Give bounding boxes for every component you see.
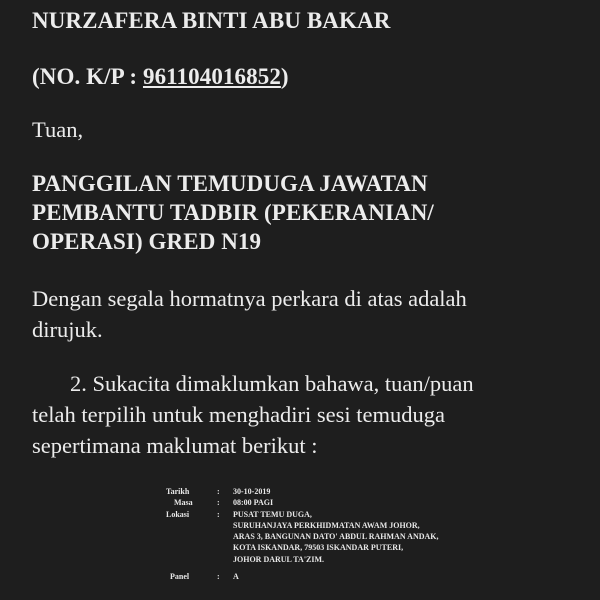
paragraph-2-line-1: 2. Sukacita dimaklumkan bahawa, tuan/puan [70, 371, 474, 396]
panel-value: A [233, 572, 239, 582]
separator: : [217, 572, 220, 582]
location-line: SURUHANJAYA PERKHIDMATAN AWAM JOHOR, [233, 520, 420, 530]
recipient-ic-line [32, 64, 289, 90]
subject-line-3: OPERASI) GRED N19 [32, 229, 262, 254]
time-value: 08:00 PAGI [233, 498, 274, 508]
separator: : [217, 498, 220, 508]
subject-line-2: PEMBANTU TADBIR (PEKERANIAN/ [32, 200, 434, 225]
detail-row-panel [166, 571, 533, 582]
ic-prefix: (NO. K/P : [32, 64, 143, 89]
date-label: Tarikh [166, 487, 190, 496]
location-line: JOHOR DARUL TA'ZIM. [233, 554, 325, 564]
location-line: ARAS 3, BANGUNAN DATO' ABDUL RAHMAN ANDAK, [233, 532, 439, 542]
location-line: KOTA ISKANDAR, 79503 ISKANDAR PUTERI, [233, 543, 404, 553]
location-line: PUSAT TEMU DUGA, [233, 509, 312, 519]
paragraph-2-line-2: telah terpilih untuk menghadiri sesi temuduga [32, 402, 446, 427]
detail-row-time [166, 497, 533, 508]
detail-row-location [166, 509, 533, 565]
salutation: Tuan, [32, 117, 84, 142]
time-label: Masa [174, 498, 193, 508]
ic-number: 961104016852 [142, 64, 281, 89]
location-label: Lokasi [166, 509, 190, 519]
panel-label: Panel [170, 572, 190, 582]
location-value [233, 509, 533, 565]
detail-row-date [166, 486, 533, 497]
separator: : [217, 487, 220, 496]
recipient-name: NURZAFERA BINTI ABU BAKAR [32, 8, 391, 33]
interview-details-table [166, 486, 533, 582]
paragraph-2-line-3: sepertimana maklumat berikut : [32, 433, 318, 458]
paragraph-1-line-2: dirujuk. [32, 317, 103, 342]
paragraph-1-line-1: Dengan segala hormatnya perkara di atas adalah [32, 286, 467, 311]
date-value: 30-10-2019 [233, 487, 271, 496]
separator: : [217, 509, 220, 519]
ic-suffix: ) [280, 64, 289, 89]
subject-line-1: PANGGILAN TEMUDUGA JAWATAN [32, 171, 428, 196]
